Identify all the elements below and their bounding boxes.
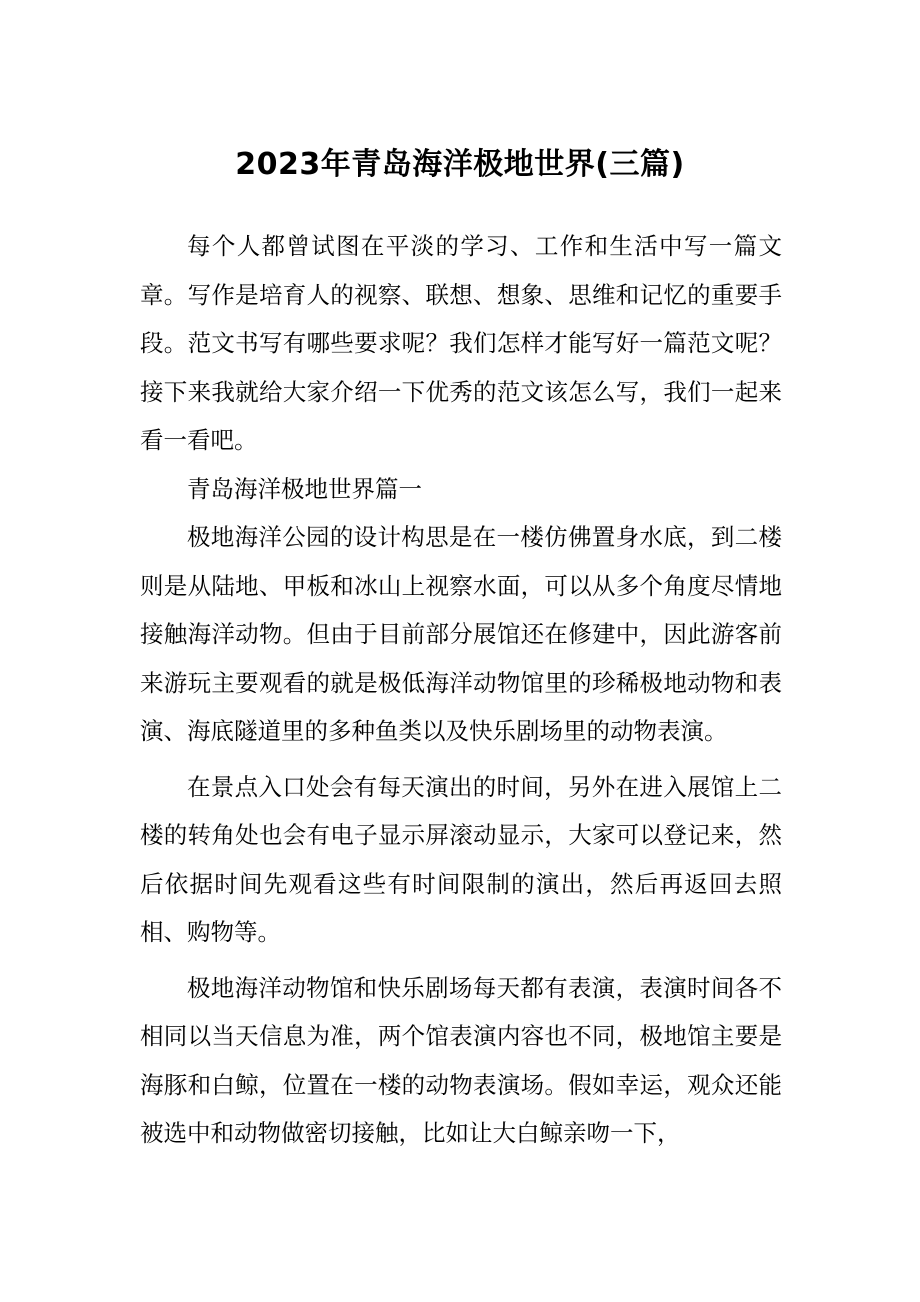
document-title: 2023年青岛海洋极地世界(三篇): [235, 147, 685, 182]
body-paragraph: 在景点入口处会有每天演出的时间，另外在进入展馆上二楼的转角处也会有电子显示屏滚动显示，大家可以登记来，然后依据时间先观看这些有时间限制的演出，然后再返回去照相、购物等。: [140, 772, 782, 946]
section-heading: 青岛海洋极地世界篇一: [187, 474, 422, 503]
document-body: [140, 222, 782, 1158]
body-paragraph: 极地海洋动物馆和快乐剧场每天都有表演，表演时间各不相同以当天信息为准，两个馆表演内容也不同，极地馆主要是海豚和白鲸，位置在一楼的动物表演场。假如幸运，观众还能被选中和动物做密切接触，比如让大白鲸亲吻一下，: [140, 973, 782, 1147]
body-paragraph: 极地海洋公园的设计构思是在一楼仿佛置身水底，到二楼则是从陆地、甲板和冰山上视察水面，可以从多个角度尽情地接触海洋动物。但由于目前部分展馆还在修建中，因此游客前来游玩主要观看的就是极低海洋动物馆里的珍稀极地动物和表演、海底隧道里的多种鱼类以及快乐剧场里的动物表演。: [140, 523, 782, 745]
intro-paragraph: 每个人都曾试图在平淡的学习、工作和生活中写一篇文章。写作是培育人的视察、联想、想象、思维和记忆的重要手段。范文书写有哪些要求呢？我们怎样才能写好一篇范文呢？接下来我就给大家介绍一下优秀的范文该怎么写，我们一起来看一看吧。: [140, 232, 782, 454]
